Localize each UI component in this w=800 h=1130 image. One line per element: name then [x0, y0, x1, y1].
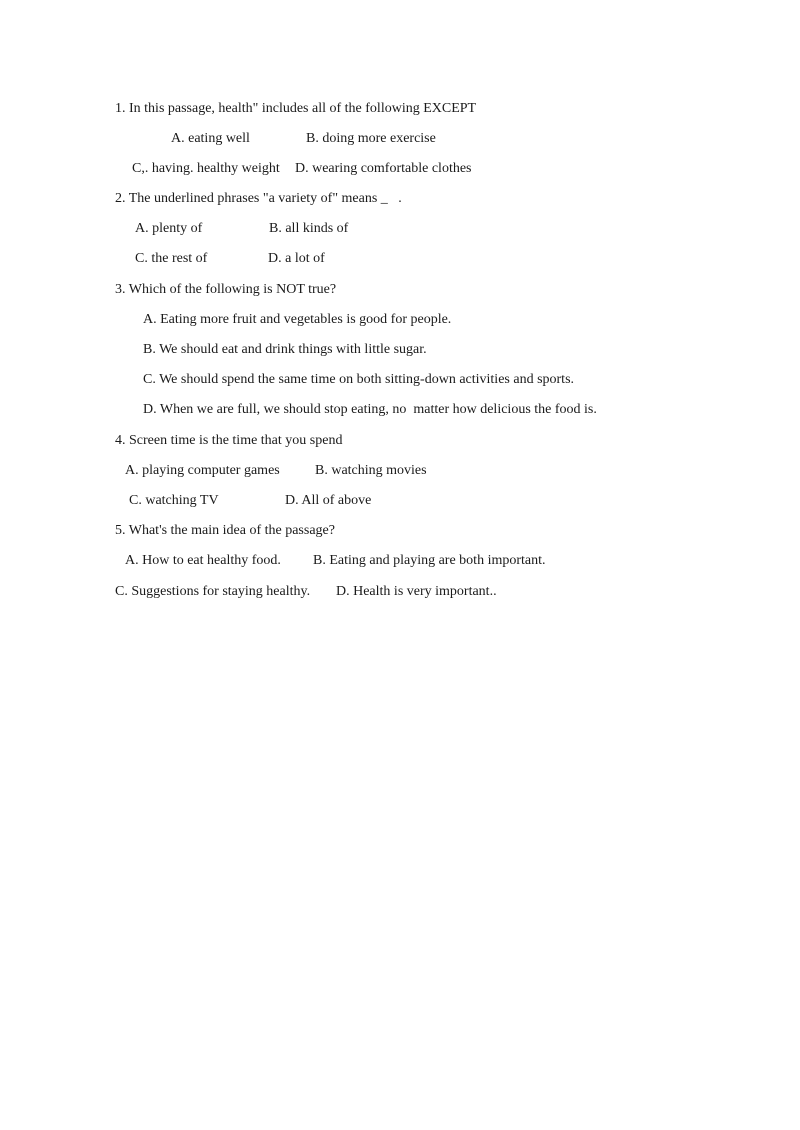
question-3-option-d: D. When we are full, we should stop eating, no matter how delicious the food is. — [143, 402, 597, 417]
question-3-option-c: C. We should spend the same time on both sitting-down activities and sports. — [143, 372, 575, 387]
question-1-option-c: C,. having. healthy weight — [132, 161, 280, 176]
question-2-option-d: D. a lot of — [268, 251, 325, 266]
question-4-stem: 4. Screen time is the time that you spend — [115, 433, 343, 448]
question-2-option-c: C. the rest of — [135, 251, 208, 266]
question-5-stem: 5. What's the main idea of the passage? — [115, 523, 335, 538]
question-5-option-a: A. How to eat healthy food. — [125, 553, 281, 568]
question-4-option-d: D. All of above — [285, 493, 372, 508]
question-2-stem: 2. The underlined phrases "a variety of" means _ . — [115, 191, 402, 206]
question-5-option-b: B. Eating and playing are both important. — [313, 553, 546, 568]
question-3-option-b: B. We should eat and drink things with little sugar. — [143, 342, 427, 357]
question-4-option-b: B. watching movies — [315, 463, 427, 478]
question-2-option-b: B. all kinds of — [269, 221, 349, 236]
question-3-stem: 3. Which of the following is NOT true? — [115, 282, 337, 297]
question-5-option-c: C. Suggestions for staying healthy. — [115, 584, 311, 599]
question-4-option-c: C. watching TV — [129, 493, 219, 508]
question-1-option-a: A. eating well — [171, 131, 250, 146]
question-3-option-a: A. Eating more fruit and vegetables is good for people. — [143, 312, 452, 327]
question-1-stem: 1. In this passage, health" includes all of the following EXCEPT — [115, 101, 477, 116]
question-4-option-a: A. playing computer games — [125, 463, 280, 478]
question-1-option-d: D. wearing comfortable clothes — [295, 161, 472, 176]
question-1-option-b: B. doing more exercise — [306, 131, 436, 146]
question-2-option-a: A. plenty of — [135, 221, 203, 236]
question-5-option-d: D. Health is very important.. — [336, 584, 497, 599]
